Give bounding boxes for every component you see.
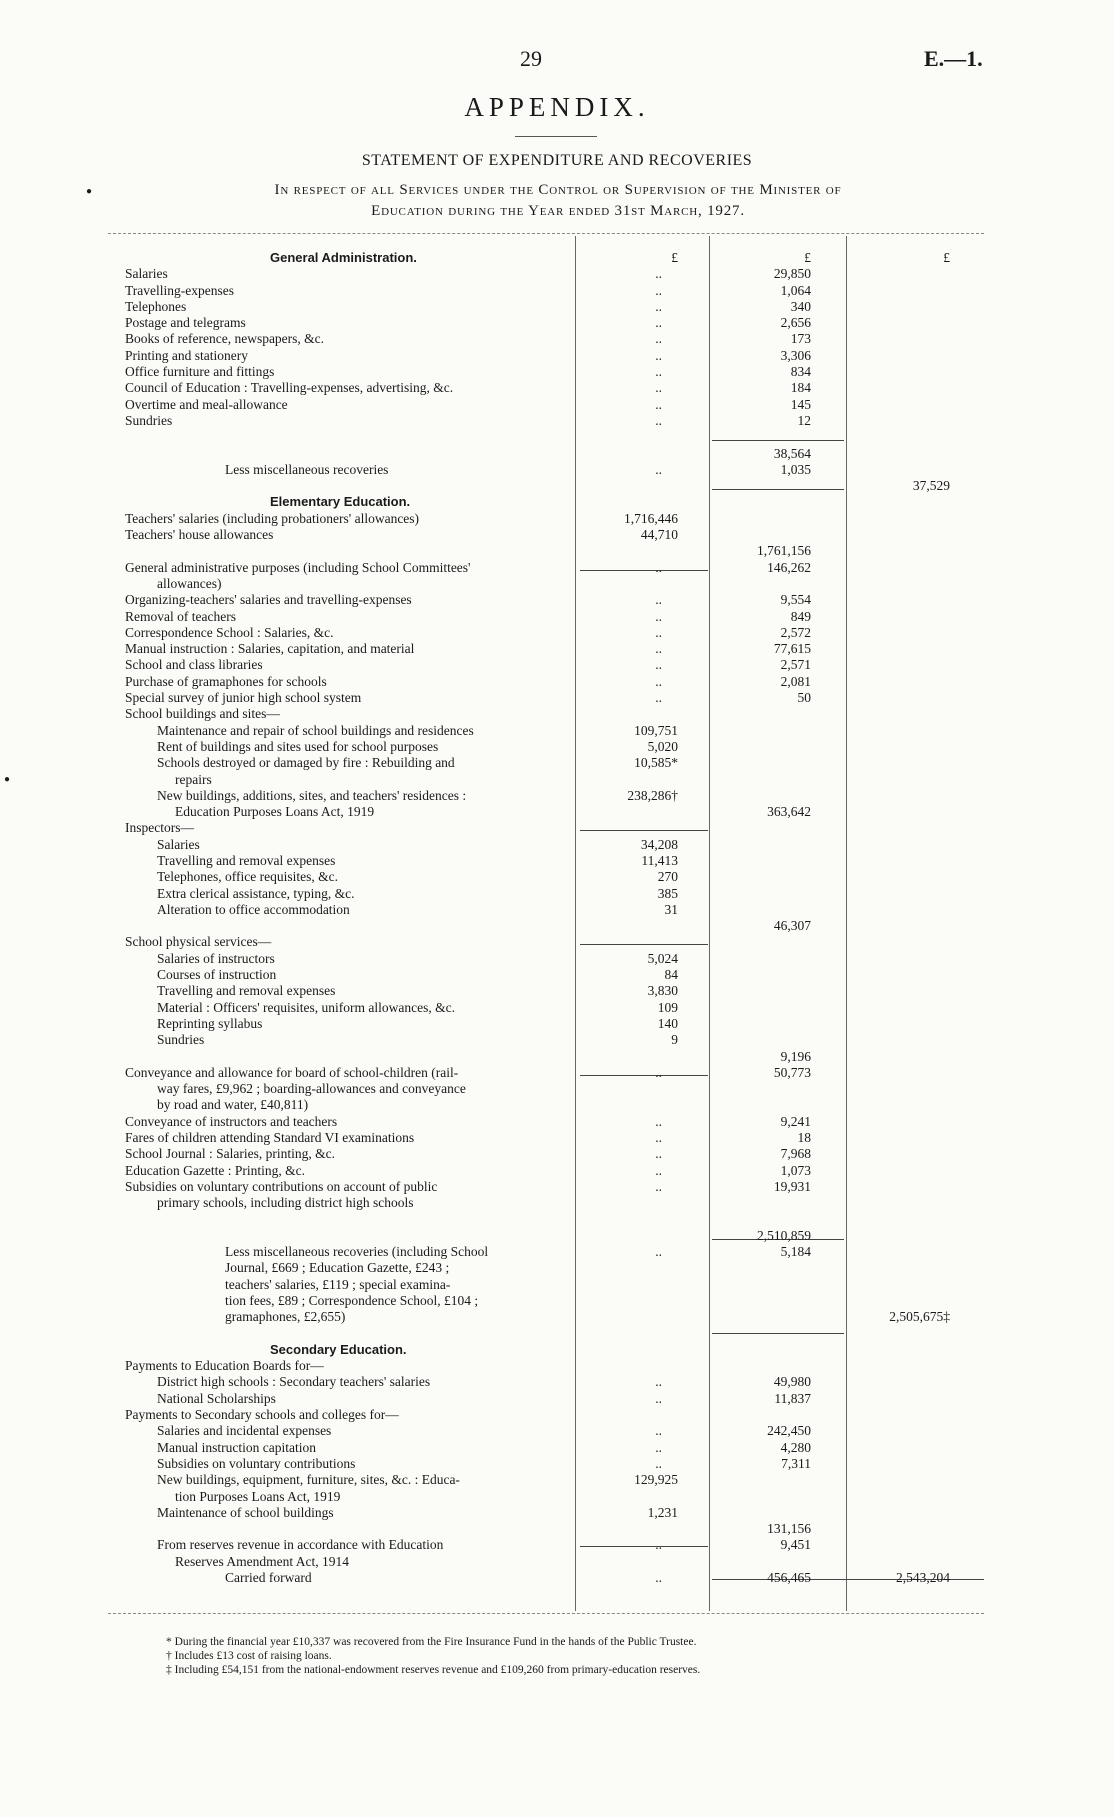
amount-c1: .. [655,331,662,347]
amount-c2: 11,837 [774,1390,811,1406]
amount-c2: 12 [797,412,811,428]
amount-c2: 834 [790,364,811,380]
row-description: Sundries [157,1032,205,1048]
amount-c1: .. [655,1537,662,1553]
table-row [0,837,1114,853]
title-rule [515,136,597,137]
table-row [0,1521,1114,1537]
amount-c1: 44,710 [640,527,678,543]
table-row [0,1114,1114,1130]
table-row [0,625,1114,641]
amount-c2: 7,968 [780,1146,811,1162]
table-row [0,266,1114,282]
table-row [0,560,1114,576]
row-description: Inspectors— [125,820,194,836]
amount-c3: 2,543,204 [896,1570,950,1586]
amount-c1: .. [655,412,662,428]
row-description: Maintenance and repair of school buildings and residences [157,722,474,738]
row-description: Alteration to office accommodation [157,901,350,917]
amount-c2: 242,450 [767,1423,811,1439]
table-row [0,1440,1114,1456]
amount-c1: 5,020 [647,738,678,754]
row-description: Manual instruction capitation [157,1439,316,1455]
table-row [0,706,1114,722]
table-row [0,1277,1114,1293]
section-heading-row [0,1342,1114,1358]
row-description: Salaries [125,266,168,282]
table-row [0,690,1114,706]
table-row [0,967,1114,983]
row-description: Conveyance and allowance for board of school-children (rail- [125,1064,459,1080]
amount-c1: 9 [671,1032,678,1048]
table-row [0,1130,1114,1146]
amount-c2: 1,035 [780,461,811,477]
table-row [0,1407,1114,1423]
amount-c2: 9,241 [780,1113,811,1129]
amount-c1: .. [655,1130,662,1146]
table-row [0,1505,1114,1521]
amount-c2: 38,564 [773,445,811,461]
table-bottom-rule [108,1613,984,1614]
amount-c1: 385 [657,885,678,901]
section-heading: Secondary Education. [270,1341,407,1357]
amount-c1: .. [655,1455,662,1471]
row-description: Education Purposes Loans Act, 1919 [175,804,375,820]
statement-title: STATEMENT OF EXPENDITURE AND RECOVERIES [361,152,753,169]
amount-c1: .. [655,315,662,331]
table-row [0,1570,1114,1586]
row-description: by road and water, £40,811) [157,1097,309,1113]
row-description: Subsidies on voluntary contributions on account of public [125,1178,438,1194]
row-description: General administrative purposes (including School Committees' [125,559,471,575]
row-description: Maintenance of school buildings [157,1504,334,1520]
amount-c1: 270 [657,869,678,885]
table-row [0,918,1114,934]
amount-c3: 2,505,675‡ [889,1309,950,1325]
row-description: Payments to Secondary schools and colleges for— [125,1407,399,1423]
table-row [0,315,1114,331]
row-description: Education Gazette : Printing, &c. [125,1162,305,1178]
row-description: allowances) [157,575,222,591]
amount-c1: .. [655,1244,662,1260]
amount-c1: .. [655,608,662,624]
amount-c1: .. [655,380,662,396]
row-description: School and class libraries [125,657,263,673]
table-row [0,299,1114,315]
amount-c2: 50,773 [773,1064,811,1080]
amount-c1: 238,286† [627,787,678,803]
amount-c2: 46,307 [773,918,811,934]
amount-c1: .. [655,364,662,380]
table-row [0,527,1114,543]
row-description: Material : Officers' requisites, uniform allowances, &c. [157,999,455,1015]
table-row [0,1537,1114,1553]
table-row [0,1228,1114,1244]
amount-c2: 145 [790,396,811,412]
row-description: primary schools, including district high schools [157,1195,414,1211]
table-row [0,1065,1114,1081]
table-row [0,592,1114,608]
table-row [0,853,1114,869]
amount-c1: .. [655,690,662,706]
amount-c1: .. [655,559,662,575]
amount-c2: 3,306 [780,347,811,363]
amount-c1: .. [655,266,662,282]
amount-c1: 109,751 [634,722,678,738]
row-description: Reprinting syllabus [157,1015,263,1031]
row-description: District high schools : Secondary teachers' salaries [157,1374,431,1390]
table-row [0,576,1114,592]
row-description: School Journal : Salaries, printing, &c. [125,1146,335,1162]
table-row [0,1049,1114,1065]
row-description: repairs [175,771,212,787]
table-row [0,413,1114,429]
amount-c2: 173 [790,331,811,347]
table-row [0,543,1114,559]
row-description: Travelling and removal expenses [157,983,336,999]
row-description: Sundries [125,412,173,428]
row-description: Printing and stationery [125,347,248,363]
amount-c2: 50 [797,690,811,706]
table-row [0,641,1114,657]
row-description: Teachers' house allowances [125,527,274,543]
page-header [0,46,1114,76]
row-description: teachers' salaries, £119 ; special examina- [225,1276,451,1292]
amount-c1: 5,024 [647,950,678,966]
table-row [0,609,1114,625]
margin-mark: ● [4,774,11,785]
row-description: Salaries of instructors [157,950,275,966]
row-description: Special survey of junior high school system [125,690,362,706]
amount-c1: 140 [657,1015,678,1031]
row-description: Books of reference, newspapers, &c. [125,331,325,347]
table-row [0,1472,1114,1488]
subtitle-line: In respect of all Services under the Control or Supervision of the Minister of [274,182,842,198]
row-description: Less miscellaneous recoveries [225,461,389,477]
table-row [0,934,1114,950]
table-row [0,1146,1114,1162]
table-row [0,674,1114,690]
table-row [0,446,1114,462]
amount-c1: .. [655,1162,662,1178]
row-description: National Scholarships [157,1390,276,1406]
subtitle-line: Education during the Year ended 31st March, 1927. [371,203,745,219]
amount-c1: 109 [657,999,678,1015]
table-row [0,1244,1114,1260]
amount-c2: 340 [790,298,811,314]
row-description: New buildings, additions, sites, and teachers' residences : [157,787,467,803]
amount-c1: .. [655,1374,662,1390]
row-description: Purchase of gramaphones for schools [125,673,327,689]
amount-c1: .. [655,1423,662,1439]
row-description: School buildings and sites— [125,706,280,722]
amount-c1: .. [655,396,662,412]
table-row [0,511,1114,527]
row-description: Correspondence School : Salaries, &c. [125,624,334,640]
row-description: Schools destroyed or damaged by fire : Rebuilding and [157,755,455,771]
row-description: Manual instruction : Salaries, capitation, and material [125,641,415,657]
section-heading: General Administration. [270,250,417,265]
table-row [0,804,1114,820]
amount-c2: 1,761,156 [757,543,811,559]
amount-c2: 1,064 [780,282,811,298]
row-description: School physical services— [125,934,272,950]
table-row [0,1374,1114,1390]
amount-c1: .. [655,624,662,640]
statement-subtitle [168,180,948,222]
amount-c2: 77,615 [773,641,811,657]
row-description: Travelling-expenses [125,282,234,298]
amount-c2: 2,510,859 [757,1227,811,1243]
table-row [0,380,1114,396]
amount-c1: 129,925 [634,1472,678,1488]
row-description: Subsidies on voluntary contributions [157,1455,356,1471]
amount-c1: .. [655,282,662,298]
amount-c1: 3,830 [647,983,678,999]
table-row [0,1423,1114,1439]
amount-c2: 2,656 [780,315,811,331]
table-row [0,1554,1114,1570]
amount-c2: 146,262 [767,559,811,575]
footnotes [166,1635,700,1677]
table-row [0,348,1114,364]
row-description: Organizing-teachers' salaries and travelling-expenses [125,592,412,608]
amount-c2: 2,081 [780,673,811,689]
table-row [0,1016,1114,1032]
amount-c1: .. [655,592,662,608]
row-description: New buildings, equipment, furniture, sites, &c. : Educa- [157,1472,460,1488]
footnote: † Includes £13 cost of raising loans. [166,1650,332,1662]
table-row [0,397,1114,413]
margin-mark: ● [86,186,93,197]
row-description: Salaries and incidental expenses [157,1423,332,1439]
row-description: Courses of instruction [157,967,277,983]
table-row [0,364,1114,380]
row-description: Rent of buildings and sites used for school purposes [157,738,439,754]
row-description: Reserves Amendment Act, 1914 [175,1553,349,1569]
table-row [0,1358,1114,1374]
row-description: Overtime and meal-allowance [125,396,288,412]
amount-c2: 456,465 [767,1570,811,1586]
amount-c2: 29,850 [773,266,811,282]
amount-c2: 9,554 [780,592,811,608]
amount-c2: 2,571 [780,657,811,673]
row-description: Extra clerical assistance, typing, &c. [157,885,355,901]
table-row [0,1456,1114,1472]
amount-c3: 37,529 [912,478,950,494]
table-row [0,1391,1114,1407]
table-row [0,1293,1114,1309]
row-description: tion fees, £89 ; Correspondence School, £104 ; [225,1293,479,1308]
amount-c1: 11,413 [641,852,678,868]
table-row [0,1260,1114,1276]
amount-c2: 363,642 [767,804,811,820]
row-description: gramaphones, £2,655) [225,1309,346,1325]
amount-c3: £ [943,250,950,265]
amount-c1: .. [655,1146,662,1162]
amount-c2: 131,156 [767,1521,811,1537]
amount-c1: 1,716,446 [624,510,678,526]
row-description: Telephones [125,298,187,314]
amount-c1: .. [655,461,662,477]
table-row [0,1097,1114,1113]
footnote: ‡ Including £54,151 from the national-endowment reserves revenue and £109,260 from primary-education reserves. [166,1664,701,1676]
table-top-rule [108,233,984,234]
row-description: Removal of teachers [125,608,236,624]
amount-c1: .. [655,673,662,689]
amount-c1: .. [655,641,662,657]
amount-c2: 19,931 [773,1178,811,1194]
table-row [0,772,1114,788]
amount-c2: 184 [790,380,811,396]
table-row [0,1309,1114,1325]
row-description: Telephones, office requisites, &c. [157,869,338,885]
amount-c2: 849 [790,608,811,624]
section-heading-row [0,250,1114,266]
table-row [0,886,1114,902]
table-row [0,1212,1114,1228]
table-row [0,478,1114,494]
amount-c1: .. [655,347,662,363]
amount-c1: £ [671,250,678,265]
table-row [0,723,1114,739]
table-row [0,1195,1114,1211]
amount-c1: 34,208 [640,836,678,852]
amount-c1: .. [655,1113,662,1129]
row-description: tion Purposes Loans Act, 1919 [175,1488,341,1504]
page-title: APPENDIX. [464,92,650,122]
table-row [0,983,1114,999]
amount-c2: 7,311 [781,1455,811,1471]
amount-c1: 84 [664,967,678,983]
amount-c1: .. [655,657,662,673]
amount-c2: £ [804,250,811,265]
row-description: way fares, £9,962 ; boarding-allowances and conveyance [157,1081,466,1097]
table-row [0,951,1114,967]
row-description: Council of Education : Travelling-expenses, advertising, &c. [125,380,454,396]
row-description: Conveyance of instructors and teachers [125,1113,338,1129]
amount-c2: 1,073 [780,1162,811,1178]
table-row [0,1081,1114,1097]
row-description: Travelling and removal expenses [157,852,336,868]
amount-c2: 9,196 [780,1048,811,1064]
table-row [0,1032,1114,1048]
amount-c1: .. [655,1178,662,1194]
amount-c1: 1,231 [647,1504,678,1520]
document-reference: E.—1. [924,46,983,71]
row-description: Journal, £669 ; Education Gazette, £243 ; [225,1260,450,1276]
table-row [0,283,1114,299]
table-row [0,1163,1114,1179]
row-description: Office furniture and fittings [125,364,275,380]
amount-c2: 2,572 [780,624,811,640]
table-row [0,820,1114,836]
amount-c1: .. [655,1390,662,1406]
amount-c1: .. [655,1570,662,1586]
table-row [0,1179,1114,1195]
table-row [0,1489,1114,1505]
amount-c2: 4,280 [780,1439,811,1455]
table-row [0,869,1114,885]
table-row [0,1000,1114,1016]
expenditure-table [0,250,1114,1586]
amount-c1: .. [655,298,662,314]
amount-c1: 31 [664,901,678,917]
table-row [0,462,1114,478]
row-description: From reserves revenue in accordance with Education [157,1537,444,1553]
table-row [0,657,1114,673]
amount-c2: 18 [797,1130,811,1146]
row-description: Salaries [157,836,200,852]
table-row [0,1326,1114,1342]
table-row [0,902,1114,918]
page-number: 29 [520,46,542,71]
row-description: Teachers' salaries (including probationers' allowances) [125,510,420,526]
section-heading: Elementary Education. [270,494,411,510]
table-row [0,331,1114,347]
row-description: Postage and telegrams [125,315,246,331]
table-row [0,429,1114,445]
amount-c1: .. [655,1064,662,1080]
amount-c2: 49,980 [773,1374,811,1390]
amount-c2: 5,184 [780,1244,811,1260]
footnote: * During the financial year £10,337 was recovered from the Fire Insurance Fund in the hands of the Public Trustee. [166,1636,697,1648]
row-description: Carried forward [225,1570,312,1586]
table-row [0,755,1114,771]
row-description: Fares of children attending Standard VI examinations [125,1130,415,1146]
row-description: Payments to Education Boards for— [125,1358,324,1374]
section-heading-row [0,494,1114,510]
table-row [0,788,1114,804]
amount-c1: .. [655,1439,662,1455]
amount-c2: 9,451 [780,1537,811,1553]
row-description: Less miscellaneous recoveries (including School [225,1244,489,1260]
amount-c1: 10,585* [634,755,678,771]
table-row [0,739,1114,755]
